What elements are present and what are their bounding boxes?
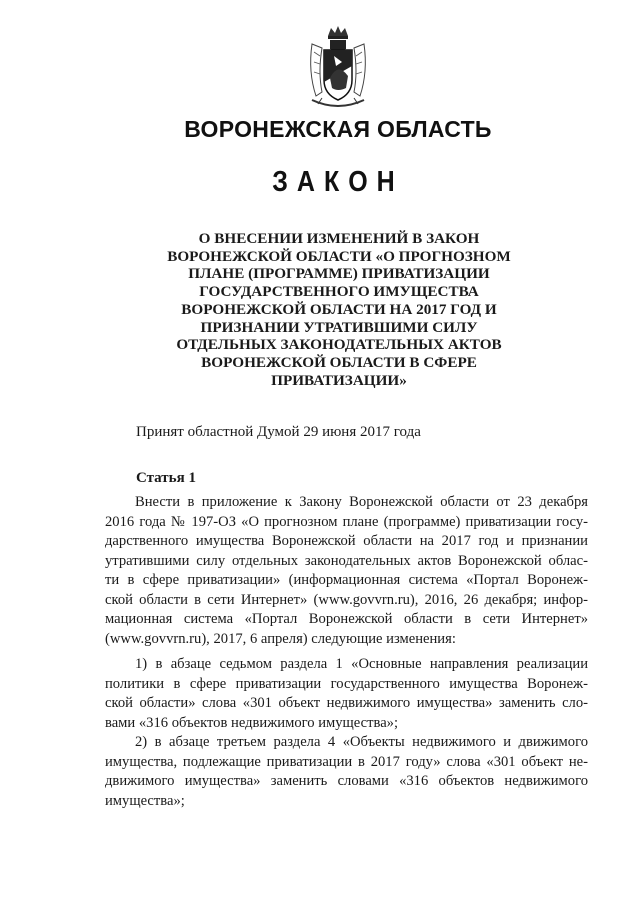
- title-line: ОТДЕЛЬНЫХ ЗАКОНОДАТЕЛЬНЫХ АКТОВ: [176, 336, 502, 354]
- text-line: мационная система «Портал Воронежской области в сети Интернет»: [105, 611, 588, 627]
- law-title: [160, 230, 518, 389]
- text-line: вами «316 объектов недвижимого имущества»;: [105, 714, 399, 731]
- title-line: ВОРОНЕЖСКОЙ ОБЛАСТИ В СФЕРЕ: [201, 353, 477, 371]
- text-line: 2016 года № 197-ОЗ «О прогнозном плане (программе) приватизации госу-: [105, 513, 588, 530]
- text-line: движимого имущества» заменить словами «316 объектов недвижимого: [105, 773, 588, 789]
- coat-of-arms-icon: [298, 22, 378, 112]
- title-line: О ВНЕСЕНИИ ИЗМЕНЕНИЙ В ЗАКОН: [198, 230, 480, 247]
- adoption-note: Принят областной Думой 29 июня 2017 года: [136, 424, 421, 440]
- item-2-paragraph: [105, 733, 588, 811]
- text-line: ской области в сети Интернет» (www.govvrn.ru), 2016, 26 декабря; инфор-: [105, 591, 588, 608]
- document-type: ЗАКОН: [272, 165, 404, 199]
- text-line: имущества»;: [105, 792, 185, 809]
- text-line: ти в сфере приватизации» (информационная система «Портал Воронеж-: [105, 572, 588, 588]
- intro-paragraph: [105, 493, 588, 649]
- article-heading: Статья 1: [136, 470, 196, 486]
- text-line: 2) в абзаце третьем раздела 4 «Объекты недвижимого и движимого: [135, 734, 588, 750]
- text-line: (www.govvrn.ru), 2017, 6 апреля) следующие изменения:: [105, 630, 456, 647]
- title-line: ВОРОНЕЖСКОЙ ОБЛАСТИ «О ПРОГНОЗНОМ: [167, 247, 511, 265]
- text-line: дарственного имущества Воронежской области на 2017 год и признании: [105, 533, 588, 549]
- region-name: ВОРОНЕЖСКАЯ ОБЛАСТЬ: [184, 116, 492, 142]
- item-1-paragraph: [105, 655, 588, 733]
- title-line: ГОСУДАРСТВЕННОГО ИМУЩЕСТВА: [199, 283, 479, 301]
- title-line: ПРИЗНАНИИ УТРАТИВШИМИ СИЛУ: [200, 318, 478, 336]
- text-line: утратившими силу отдельных законодательных актов Воронежской облас-: [105, 552, 588, 569]
- text-line: Внести в приложение к Закону Воронежской области от 23 декабря: [135, 494, 588, 510]
- text-line: 1) в абзаце седьмом раздела 1 «Основные направления реализации: [135, 656, 588, 672]
- title-line: ПЛАНЕ (ПРОГРАММЕ) ПРИВАТИЗАЦИИ: [188, 265, 490, 283]
- text-line: ской области» слова «301 объект недвижимого имущества» заменить сло-: [105, 695, 588, 711]
- title-line: ПРИВАТИЗАЦИИ»: [271, 371, 407, 389]
- text-line: имущества, подлежащие приватизации в 2017 году» слова «301 объект не-: [105, 753, 588, 770]
- text-line: политики в сфере приватизации государственного имущества Воронеж-: [105, 675, 588, 692]
- title-line: ВОРОНЕЖСКОЙ ОБЛАСТИ НА 2017 ГОД И: [181, 300, 497, 318]
